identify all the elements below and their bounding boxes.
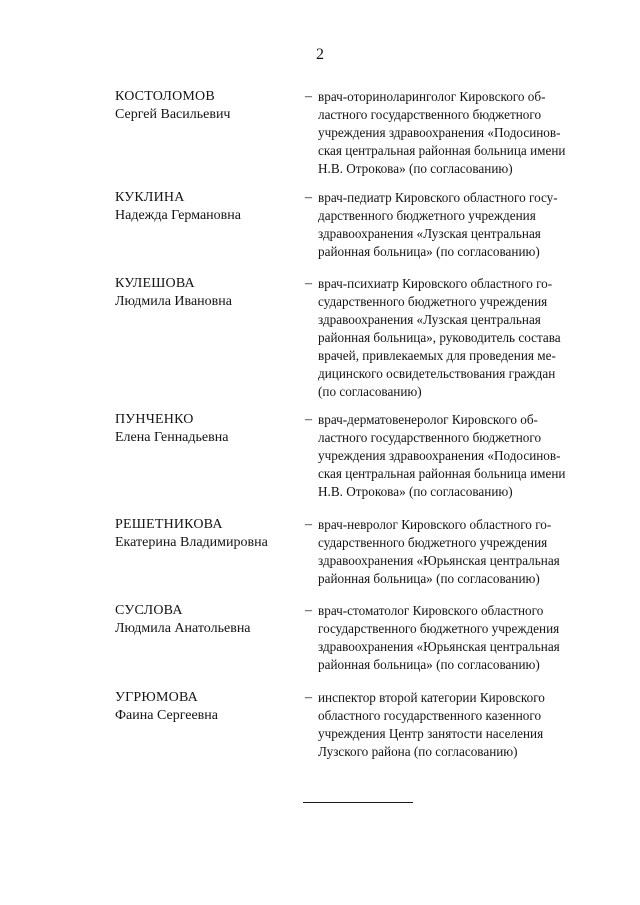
- member-position: [318, 602, 601, 674]
- position-line: государственного бюджетного учреждения: [318, 621, 560, 636]
- member-given-name: Людмила Ивановна: [115, 294, 232, 309]
- position-line: ская центральная районная больница имени: [318, 143, 566, 158]
- position-line: областного государственного казенного: [318, 708, 542, 723]
- position-line: врач-стоматолог Кировского областного: [318, 603, 544, 618]
- member-name: [115, 88, 290, 124]
- position-line: врач-дерматовенеролог Кировского об-: [318, 412, 538, 427]
- member-position: [318, 689, 601, 761]
- entry-dash: –: [305, 276, 312, 291]
- position-line: сударственного бюджетного учреждения: [318, 294, 548, 309]
- position-line: инспектор второй категории Кировского: [318, 690, 545, 705]
- position-line: здравоохранения «Юрьянская центральная: [318, 639, 560, 654]
- member-given-name: Фаина Сергеевна: [115, 708, 218, 723]
- entry-dash: –: [305, 412, 312, 427]
- position-line: районная больница» (по согласованию): [318, 571, 540, 586]
- position-line: ластного государственного бюджетного: [318, 430, 542, 445]
- position-line: учреждения здравоохранения «Подосинов-: [318, 125, 561, 140]
- member-name: [115, 411, 290, 447]
- position-line: Н.В. Отрокова» (по согласованию): [318, 161, 513, 176]
- position-line: здравоохранения «Лузская центральная: [318, 226, 541, 241]
- member-name: [115, 689, 290, 725]
- position-line: районная больница», руководитель состава: [318, 330, 561, 345]
- entry-dash: –: [305, 190, 312, 205]
- position-line: (по согласованию): [318, 384, 422, 399]
- position-line: сударственного бюджетного учреждения: [318, 535, 548, 550]
- position-line: врачей, привлекаемых для проведения ме-: [318, 348, 556, 363]
- position-line: здравоохранения «Лузская центральная: [318, 312, 541, 327]
- member-given-name: Людмила Анатольевна: [115, 621, 251, 636]
- position-line: Н.В. Отрокова» (по согласованию): [318, 484, 513, 499]
- member-surname: РЕШЕТНИКОВА: [115, 517, 223, 532]
- page-number: 2: [316, 46, 324, 63]
- position-line: врач-невролог Кировского областного го-: [318, 517, 552, 532]
- position-line: врач-психиатр Кировского областного го-: [318, 276, 553, 291]
- position-line: ластного государственного бюджетного: [318, 107, 542, 122]
- entry-dash: –: [305, 603, 312, 618]
- entry-dash: –: [305, 517, 312, 532]
- member-position: [318, 88, 601, 178]
- member-surname: УГРЮМОВА: [115, 690, 198, 705]
- member-surname: КОСТОЛОМОВ: [115, 89, 215, 104]
- position-line: врач-оториноларинголог Кировского об-: [318, 89, 546, 104]
- position-line: ская центральная районная больница имени: [318, 466, 566, 481]
- member-surname: ПУНЧЕНКО: [115, 412, 194, 427]
- member-surname: СУСЛОВА: [115, 603, 183, 618]
- position-line: районная больница» (по согласованию): [318, 657, 540, 672]
- entry-dash: –: [305, 690, 312, 705]
- position-line: дарственного бюджетного учреждения: [318, 208, 536, 223]
- member-given-name: Елена Геннадьевна: [115, 430, 229, 445]
- position-line: учреждения Центр занятости населения: [318, 726, 544, 741]
- member-surname: КУКЛИНА: [115, 190, 185, 205]
- position-line: Лузского района (по согласованию): [318, 744, 518, 759]
- entry-dash: –: [305, 89, 312, 104]
- member-position: [318, 516, 601, 588]
- member-position: [318, 189, 601, 261]
- position-line: врач-педиатр Кировского областного госу-: [318, 190, 558, 205]
- member-name: [115, 602, 290, 638]
- member-surname: КУЛЕШОВА: [115, 276, 195, 291]
- position-line: дицинского освидетельствования граждан: [318, 366, 556, 381]
- member-position: [318, 275, 601, 401]
- closing-divider-line: [303, 802, 413, 803]
- position-line: здравоохранения «Юрьянская центральная: [318, 553, 560, 568]
- member-name: [115, 275, 290, 311]
- member-given-name: Екатерина Владимировна: [115, 535, 268, 550]
- member-name: [115, 516, 290, 552]
- member-name: [115, 189, 290, 225]
- member-given-name: Надежда Германовна: [115, 208, 241, 223]
- position-line: учреждения здравоохранения «Подосинов-: [318, 448, 561, 463]
- member-position: [318, 411, 601, 501]
- position-line: районная больница» (по согласованию): [318, 244, 540, 259]
- member-given-name: Сергей Васильевич: [115, 107, 231, 122]
